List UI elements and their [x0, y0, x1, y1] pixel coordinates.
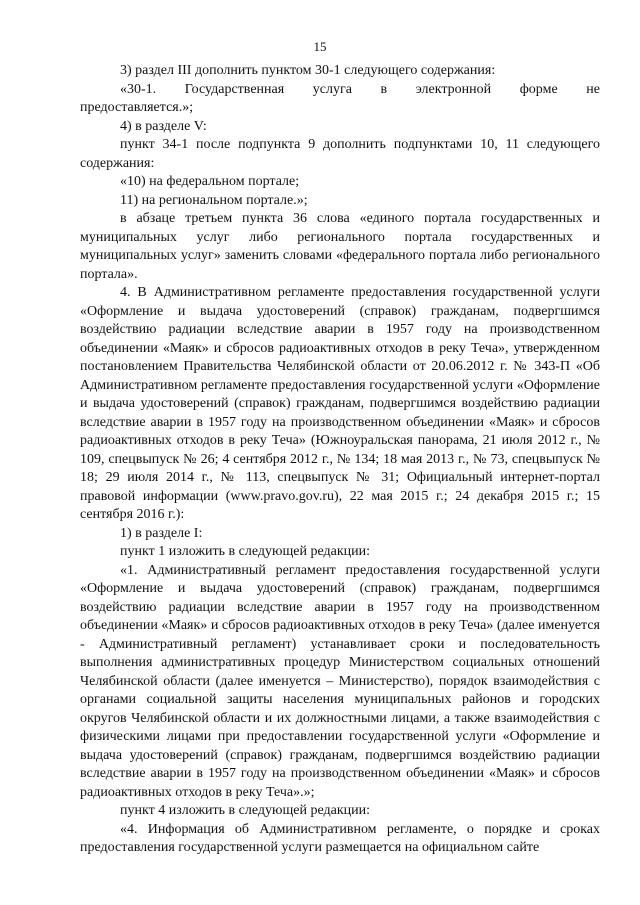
paragraph-subitem-11: 11) на региональном портале.»; — [120, 192, 308, 208]
paragraph-clause-1-heading: пункт 1 изложить в следующей редакции: — [120, 544, 370, 559]
paragraph-clause-30-1: «30-1. Государственная услуга в электронной форме не предоставляется.»; — [80, 81, 600, 115]
paragraph-subitem-10: «10) на федеральном портале; — [120, 174, 300, 189]
paragraph-clause-1-text: «1. Административный регламент предоставления государственной услуги «Оформление и выдача удостоверений (справок) гражданам, подвергшимся воздействию радиации вследствие аварии в 1957 году на производственном объединении «Маяк» и сбросов радиоактивных отходов в реку Теча» (далее именуется - Административный регламент) устанавливает сроки и последовательность выполнения административных процедур Министерством социальных отношений Челябинской области (далее именуется – Министерство), порядок взаимодействия с органами социальной защиты населения муниципальных районов и городских округов Челябинской области и их должностными лицами, а также взаимодействия с физическими лицами при предоставлении государственной услуги «Оформление и выдача удостоверений (справок) гражданам, подвергшимся воздействию радиации вследствие аварии в 1957 году на производственном объединении «Маяк» и сбросов радиоактивных отходов в реку Теча».»; — [80, 562, 600, 800]
paragraph-clause-4-text: «4. Информация об Административном регламенте, о порядке и сроках предоставления государственной услуги размещается на официальном сайте — [80, 821, 600, 855]
document-body — [80, 62, 600, 858]
paragraph-section-4: 4. В Административном регламенте предоставления государственной услуги «Оформление и выдача удостоверений (справок) гражданам, подвергшимся воздействию радиации вследствие аварии в 1957 году на производственном объединении «Маяк» и сбросов радиоактивных отходов в реку Теча», утвержденном постановлением Правительства Челябинской области от 20.06.2012 г. № 343-П «Об Административном регламенте предоставления государственной услуги «Оформление и выдача удостоверений (справок) гражданам, подвергшимся воздействию радиации вследствие аварии в 1957 году на производственном объединении «Маяк» и сбросов радиоактивных отходов в реку Теча» (Южноуральская панорама, 21 июля 2012 г., № 109, спецвыпуск № 26; 4 сентября 2012 г., № 134; 18 мая 2013 г., № 73, спецвыпуск № 18; 29 июля 2014 г., № 113, спецвыпуск № 31; Официальный интернет-портал правовой информации (www.pravo.gov.ru), 22 мая 2015 г.; 24 декабря 2015 г.; 15 сентября 2016 г.): — [80, 285, 600, 522]
paragraph-clause-34-1: пункт 34-1 после подпункта 9 дополнить подпунктами 10, 11 следующего содержания: — [80, 137, 600, 171]
paragraph-section-i: 1) в разделе I: — [120, 525, 203, 541]
paragraph-clause-36: в абзаце третьем пункта 36 слова «единого портала государственных и муниципальных услуг либо регионального портала государственных и муниципальных услуг» заменить словами «федерального портала либо регионального портала». — [80, 211, 600, 282]
paragraph-clause-4-heading: пункт 4 изложить в следующей редакции: — [120, 803, 370, 818]
paragraph-item-4: 4) в разделе V: — [120, 118, 207, 134]
page-number: 15 — [313, 39, 327, 54]
paragraph-item-3: 3) раздел III дополнить пунктом 30-1 следующего содержания: — [120, 63, 496, 78]
